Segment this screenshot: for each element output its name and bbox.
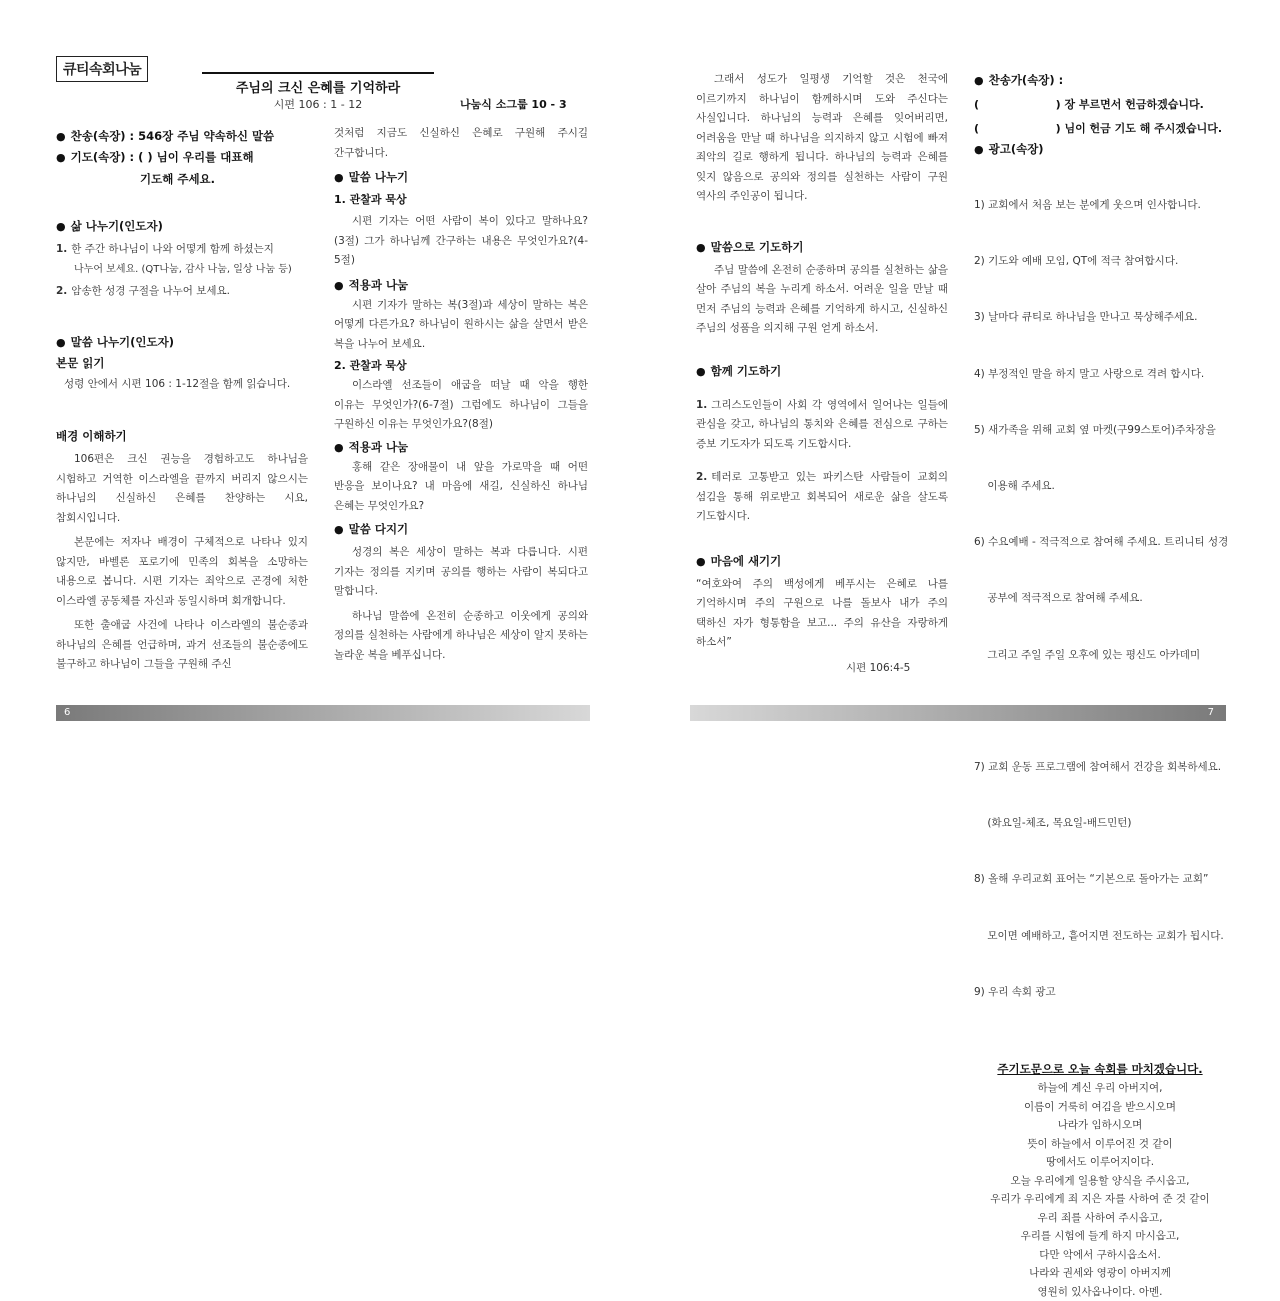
prayer-line: 우리 죄를 사하여 주시옵고, bbox=[1037, 1211, 1163, 1224]
offering-hymn-heading: ● 찬송가(속장) : bbox=[974, 70, 1226, 91]
list-item: 그리고 주일 주일 오후에 있는 평신도 아카데미 bbox=[974, 648, 1201, 661]
offering-prayer-line: ( ) 님이 헌금 기도 해 주시겠습니다. bbox=[974, 122, 1223, 135]
list-item: 3) 날마다 큐티로 하나님을 만나고 묵상해주세요. bbox=[974, 311, 1198, 324]
footer-bar-right bbox=[690, 705, 1226, 721]
background-heading: 배경 이해하기 bbox=[56, 429, 127, 443]
column-3 bbox=[696, 70, 948, 678]
prayer-line: 땅에서도 이루어지이다. bbox=[1045, 1156, 1155, 1169]
apply-2-heading: ● 적용과 나눔 bbox=[334, 437, 588, 458]
list-item: 2) 기도와 예배 모임, QT에 적극 참여합시다. bbox=[974, 255, 1179, 268]
intro-paragraph: 그래서 성도가 일평생 기억할 것은 천국에 이르기까지 하나님이 함께하시며 도와 주신다는 사실입니다. 하나님의 능력과 은혜를 잊어버리면, 어려움을 만날 때 하나님을 의지하지 않고 시험에 빠져 죄악의 길로 행하게 됩니다. 하나님의 능력과 은혜를 잊지 않음으로 공의와 정의를 실천하는 사람이 구원 역사의 주인공이 됩니다. bbox=[696, 73, 948, 202]
share-heading: ● 말씀 나누기 bbox=[334, 167, 588, 188]
background-paragraph-2: 본문에는 저자나 배경이 구체적으로 나타나 있지 않지만, 바벨론 포로기에 민족의 회복을 소망하는 내용으로 봅니다. 시편 기자는 죄악으로 곤경에 처한 이스라엘 공동체를 자신과 동일시하며 회개합니다. bbox=[56, 536, 308, 607]
word-sharing-heading: ● 말씀 나누기(인도자) bbox=[56, 332, 308, 353]
prayer-line: 우리가 우리에게 죄 지은 자를 사하여 준 것 같이 bbox=[990, 1193, 1210, 1206]
resolve-paragraph-2: 하나님 말씀에 온전히 순종하고 이웃에게 공의와 정의를 실천하는 사람에게 하나님은 세상이 알지 못하는 놀라운 복을 베푸십니다. bbox=[334, 609, 588, 661]
list-item: 8) 올해 우리교회 표어는 “기본으로 돌아가는 교회” bbox=[974, 873, 1209, 886]
list-item: 6) 수요예배 - 적극적으로 참여해 주세요. 트리니티 성경 bbox=[974, 536, 1229, 549]
prayer-line: 오늘 우리에게 일용할 양식을 주시옵고, bbox=[1010, 1174, 1190, 1187]
closing-heading: 주기도문으로 오늘 속회를 마치겠습니다. bbox=[997, 1062, 1203, 1077]
reading-heading: 본문 읽기 bbox=[56, 355, 105, 370]
observe-1-text: 시편 기자는 어떤 사람이 복이 있다고 말하나요?(3절) 그가 하나님께 간구하는 내용은 무엇인가요?(4-5절) bbox=[334, 215, 588, 266]
announcement-list bbox=[974, 158, 1229, 1039]
prayer-line: 하늘에 계신 우리 아버지여, bbox=[1037, 1082, 1163, 1095]
list-item: 7) 교회 운동 프로그램에 참여해서 건강을 회복하세요. bbox=[974, 761, 1222, 774]
together-prayer-2: 2. 테러로 고통받고 있는 파키스탄 사람들이 교회의 섬김을 통해 위로받고 회복되어 새로운 삶을 살도록 기도합시다. bbox=[696, 471, 948, 522]
memory-verse: “여호와여 주의 백성에게 베푸시는 은혜로 나를 기억하시며 주의 구원으로 나를 돌보사 내가 주의 택하신 자가 형통함을 보고... 주의 유산을 자랑하게 하소서” bbox=[696, 577, 948, 648]
footer-bar-left bbox=[56, 705, 590, 721]
list-item: 공부에 적극적으로 참여해 주세요. bbox=[974, 592, 1143, 605]
background-paragraph-1: 106편은 크신 권능을 경험하고도 하나님을 시험하고 거역한 이스라엘을 끝까지 버리지 않으시는 하나님의 신실하신 은혜를 찬양하는 시요, 참회시입니다. bbox=[56, 453, 308, 524]
prayer-line: 영원히 있사옵나이다. 아멘. bbox=[1037, 1285, 1163, 1298]
list-item: 9) 우리 속회 광고 bbox=[974, 985, 1056, 998]
observe-2-text: 이스라엘 선조들이 애굽을 떠날 때 악을 행한 이유는 무엇인가?(6-7절) 그럼에도 하나님이 그들을 구원하신 이유는 무엇인가요?(8절) bbox=[334, 379, 588, 430]
apply-1-text: 시편 기자가 말하는 복(3절)과 세상이 말하는 복은 어떻게 다른가요? 하나님이 원하시는 삶을 살면서 받은 복을 나누어 보세요. bbox=[334, 298, 588, 350]
prayer-line: 우리를 시험에 들게 하지 마시옵고, bbox=[1020, 1230, 1180, 1243]
list-item: 1) 교회에서 처음 보는 분에게 웃으며 인사합니다. bbox=[974, 199, 1201, 211]
prayer-line: 이름이 거룩히 여김을 받으시오며 bbox=[1023, 1100, 1176, 1113]
column-4 bbox=[974, 70, 1229, 1301]
page-subtitle: 시편 106 : 1 - 12 bbox=[273, 98, 363, 111]
list-item: 4) 부정적인 말을 하지 말고 사랑으로 격려 합시다. bbox=[974, 367, 1205, 380]
memory-verse-reference: 시편 106:4-5 bbox=[846, 661, 911, 674]
continued-text: 것처럼 지금도 신실하신 은혜로 구원해 주시길 간구합니다. bbox=[334, 127, 588, 159]
section-tag: 큐티속회나눔 bbox=[56, 56, 148, 82]
group-label: 나눔식 소그룹 10 - 3 bbox=[460, 98, 567, 111]
apply-2-text: 홍해 같은 장애물이 내 앞을 가로막을 때 어떤 반응을 보이나요? 내 마음에 새길, 신실하신 하나님 은혜는 무엇인가요? bbox=[334, 460, 588, 512]
resolve-paragraph-1: 성경의 복은 세상이 말하는 복과 다릅니다. 시편 기자는 정의를 지키며 공의를 행하는 사람이 복되다고 말합니다. bbox=[334, 546, 588, 597]
background-paragraph-3: 또한 출애굽 사건에 나타나 이스라엘의 불순종과 하나님의 은혜를 언급하며, 과거 선조들의 불순종에도 불구하고 하나님이 그들을 구원해 주신 bbox=[56, 619, 308, 670]
prayer-line: 뜻이 하늘에서 이루어진 것 같이 bbox=[1027, 1137, 1173, 1150]
list-item: 이용해 주세요. bbox=[974, 480, 1055, 493]
prayer-line-2: 기도해 주세요. bbox=[140, 172, 216, 186]
meditation-heading: ● 마음에 새기기 bbox=[696, 551, 948, 572]
list-item: (화요일-체조, 목요일-배드민턴) bbox=[974, 817, 1132, 830]
reading-text: 성령 안에서 시편 106 : 1-12절을 함께 읽습니다. bbox=[64, 377, 291, 390]
hymn-line: ● 찬송(속장) : 546장 주님 약속하신 말씀 bbox=[56, 126, 308, 147]
life-sharing-heading: ● 삶 나누기(인도자) bbox=[56, 216, 308, 237]
page-number-left: 6 bbox=[64, 707, 71, 718]
offering-hymn-line: ( ) 장 부르면서 헌금하겠습니다. bbox=[974, 98, 1204, 111]
observe-1-heading: 1. 관찰과 묵상 bbox=[334, 193, 407, 206]
lords-prayer bbox=[974, 1079, 1226, 1301]
list-item: 모이면 예배하고, 흩어지면 전도하는 교회가 됩시다. bbox=[974, 929, 1224, 942]
prayer-line: 나라가 임하시오며 bbox=[1057, 1119, 1143, 1132]
prayer-line: ● 기도(속장) : ( ) 님이 우리를 대표해 bbox=[56, 147, 308, 168]
together-prayer-1: 1. 그리스도인들이 사회 각 영역에서 일어나는 일들에 관심을 갖고, 하나님의 통치와 은혜를 전심으로 구하는 증보 기도자가 되도록 기도합시다. bbox=[696, 398, 948, 450]
apply-1-heading: ● 적용과 나눔 bbox=[334, 275, 588, 296]
word-prayer-heading: ● 말씀으로 기도하기 bbox=[696, 237, 948, 258]
prayer-line: 나라와 권세와 영광이 아버지께 bbox=[1029, 1267, 1171, 1280]
life-item-2: 2. 암송한 성경 구절을 나누어 보세요. bbox=[56, 285, 230, 297]
life-item-1: 1. 한 주간 하나님이 나와 어떻게 함께 하셨는지 bbox=[56, 243, 274, 255]
life-item-1b: 나누어 보세요. (QT나눔, 감사 나눔, 일상 나눔 등) bbox=[74, 263, 292, 275]
page-title: 주님의 크신 은혜를 기억하라 bbox=[235, 81, 401, 96]
list-item: 5) 새가족을 위해 교회 옆 마켓(구99스토어)주차장을 bbox=[974, 423, 1216, 436]
resolve-heading: ● 말씀 다지기 bbox=[334, 519, 588, 540]
observe-2-heading: 2. 관찰과 묵상 bbox=[334, 359, 407, 372]
title-rule bbox=[202, 72, 434, 74]
together-prayer-heading: ● 함께 기도하기 bbox=[696, 361, 948, 382]
announcements-heading: ● 광고(속장) bbox=[974, 139, 1226, 160]
prayer-line: 다만 악에서 구하시옵소서. bbox=[1039, 1248, 1161, 1261]
column-2 bbox=[334, 124, 588, 665]
word-prayer-text: 주님 말씀에 온전히 순종하며 공의를 실천하는 삶을 살아 주님의 복을 누리게 하소서. 어려운 일을 만날 때 먼저 주님의 능력과 은혜를 기억하게 하시고, 신실하신 주님의 성품을 의지해 구원 얻게 하소서. bbox=[696, 263, 948, 334]
column-1 bbox=[56, 126, 308, 675]
page-number-right: 7 bbox=[1207, 707, 1214, 718]
